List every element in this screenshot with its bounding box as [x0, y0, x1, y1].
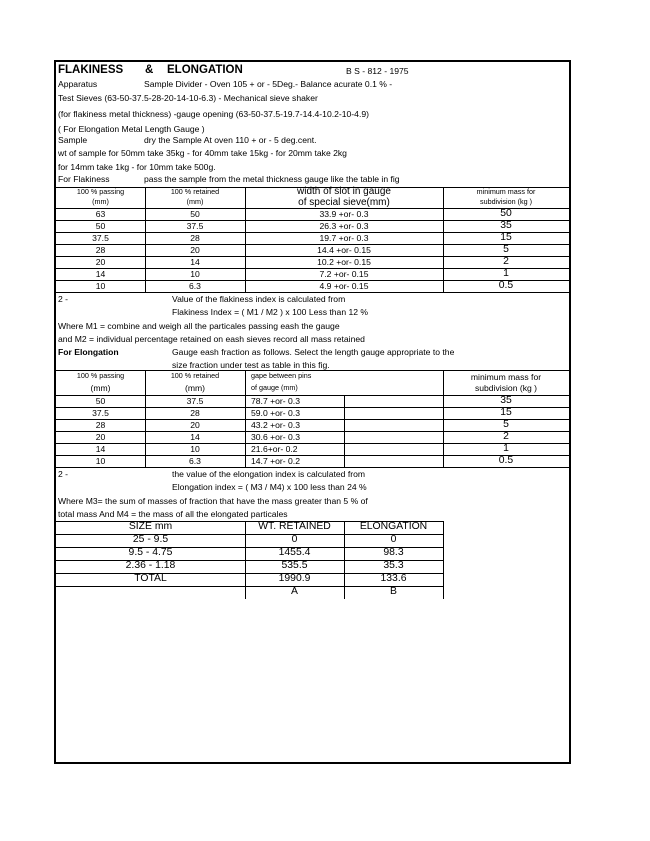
flak-header-mass: minimum mass for [476, 187, 536, 196]
intro-label-apparatus: Apparatus [58, 79, 98, 89]
flak-cell-passing: 50 [95, 221, 106, 231]
intro-line: Test Sieves (63-50-37.5-28-20-14-10-6.3) - Mechanical sieve shaker [58, 93, 318, 103]
elong-cell-mass: 15 [500, 407, 512, 418]
title-flakiness: FLAKINESS [58, 64, 124, 76]
flak-header-retained-unit: (mm) [186, 197, 204, 206]
elong-header-passing: 100 % passing [76, 371, 125, 380]
elong-cell-passing: 10 [95, 456, 106, 466]
elong-cell-gape: 14.7 +or- 0.2 [251, 456, 300, 466]
elong-cell-retained: 20 [190, 420, 200, 430]
intro-line: (for flakiness metal thickness) -gauge opening (63-50-37.5-19.7-14.4-10.2-10-4.9) [58, 109, 369, 119]
elong-note-line: total mass And M4 = the mass of all the elongated particales [58, 509, 288, 519]
elong-header-passing-unit: (mm) [90, 383, 111, 393]
elong-note-line: Where M3= the sum of masses of fraction that have the mass greater than 5 % of [58, 496, 368, 506]
results-cell-elong-total: 133.6 [380, 573, 407, 584]
elong-instruction-line: size fraction under test as table in this fig. [172, 360, 330, 370]
intro-label-for-flakiness: For Flakiness [58, 174, 110, 184]
flak-cell-slot: 10.2 +or- 0.15 [317, 257, 371, 267]
flak-note-line: and M2 = individual percentage retained on eash sieves record all mass retained [58, 334, 365, 344]
flak-cell-passing: 37.5 [92, 233, 109, 243]
flak-cell-retained: 6.3 [189, 281, 201, 291]
results-header-wt-retained: WT. RETAINED [258, 521, 331, 532]
intro-line: pass the sample from the metal thickness gauge like the table in fig [144, 174, 400, 184]
elong-note-formula: Elongation index = ( M3 / M4) x 100 less than 24 % [172, 482, 367, 492]
elong-cell-mass: 5 [503, 419, 509, 430]
flak-cell-passing: 14 [95, 269, 106, 279]
elong-note-number: 2 - [58, 469, 69, 479]
elong-cell-gape: 21.6+or- 0.2 [251, 444, 298, 454]
flak-cell-mass: 5 [503, 244, 509, 255]
flak-note-number: 2 - [58, 294, 69, 304]
results-cell-wt: 0 [291, 534, 298, 545]
results-cell-elong: 35.3 [383, 560, 404, 571]
flak-cell-retained: 14 [190, 257, 200, 267]
col-line [245, 370, 246, 467]
results-header-size: SIZE mm [128, 521, 173, 532]
col-line [443, 521, 444, 599]
title-elongation: ELONGATION [167, 64, 243, 76]
elong-cell-retained: 10 [190, 444, 200, 454]
flak-header-passing: 100 % passing [76, 187, 125, 196]
results-cell-elong: 98.3 [383, 547, 404, 558]
flak-header-slot-unit: of special sieve(mm) [298, 197, 390, 208]
results-cell-size: 25 - 9.5 [132, 534, 169, 545]
intro-label-sample: Sample [58, 135, 88, 145]
standard-reference: B S - 812 - 1975 [346, 66, 409, 76]
flak-header-retained: 100 % retained [170, 187, 220, 196]
elong-cell-retained: 14 [190, 432, 200, 442]
elong-note-line: the value of the elongation index is calculated from [172, 469, 366, 479]
intro-line: ( For Elongation Metal Length Gauge ) [58, 124, 205, 134]
results-cell-wt-total: 1990.9 [278, 573, 311, 584]
flak-header-slot: width of slot in gauge [297, 186, 391, 197]
flak-cell-passing: 10 [95, 281, 106, 291]
results-cell-symbol-a: A [291, 586, 298, 597]
flak-cell-retained: 28 [190, 233, 200, 243]
flak-cell-slot: 26.3 +or- 0.3 [319, 221, 369, 231]
flak-cell-slot: 7.2 +or- 0.15 [319, 269, 369, 279]
elong-cell-retained: 37.5 [186, 396, 204, 406]
title-ampersand: & [145, 64, 154, 76]
results-cell-size: 9.5 - 4.75 [128, 547, 173, 558]
elong-cell-mass: 35 [500, 395, 512, 406]
flak-cell-retained: 50 [190, 209, 200, 219]
flak-cell-mass: 0.5 [498, 280, 514, 291]
flak-cell-mass: 2 [503, 256, 509, 267]
elong-cell-retained: 6.3 [189, 456, 201, 466]
elong-header-gape: gape between pins [251, 371, 312, 380]
flak-note-formula: Flakiness Index = ( M1 / M2 ) x 100 Less than 12 % [172, 307, 369, 317]
flak-header-passing-unit: (mm) [92, 197, 109, 206]
flak-cell-slot: 19.7 +or- 0.3 [319, 233, 369, 243]
flak-cell-passing: 63 [95, 209, 106, 219]
elong-instruction-line: Gauge eash fraction as follows. Select the length gauge appropriate to the [172, 347, 455, 357]
intro-line: dry the Sample At oven 110 + or - 5 deg.cent. [144, 135, 317, 145]
flak-cell-retained: 10 [190, 269, 200, 279]
flak-cell-mass: 50 [500, 208, 512, 219]
elong-header-retained: 100 % retained [170, 371, 220, 380]
elong-cell-mass: 1 [503, 443, 509, 454]
results-cell-wt: 535.5 [281, 560, 308, 571]
flak-cell-passing: 28 [95, 245, 106, 255]
flak-cell-slot: 4.9 +or- 0.15 [319, 281, 369, 291]
elong-header-gape-unit: of gauge (mm) [251, 383, 298, 392]
datasheet [54, 60, 571, 764]
flak-cell-slot: 14.4 +or- 0.15 [317, 245, 371, 255]
elong-cell-passing: 37.5 [92, 408, 109, 418]
flak-cell-mass: 1 [503, 268, 509, 279]
intro-line: for 14mm take 1kg - for 10mm take 500g. [58, 162, 216, 172]
results-cell-symbol-b: B [390, 586, 397, 597]
elong-cell-mass: 2 [503, 431, 509, 442]
flak-cell-mass: 15 [500, 232, 512, 243]
elong-cell-passing: 28 [95, 420, 106, 430]
elong-cell-gape: 78.7 +or- 0.3 [251, 396, 300, 406]
flak-note-line: Where M1 = combine and weigh all the particales passing eash the gauge [58, 321, 340, 331]
flak-header-mass-unit: subdivision (kg ) [480, 197, 532, 206]
elong-header-retained-unit: (mm) [184, 383, 206, 393]
col-line [344, 395, 345, 467]
elong-cell-gape: 43.2 +or- 0.3 [251, 420, 300, 430]
elong-cell-mass: 0.5 [498, 455, 514, 466]
elong-cell-passing: 14 [95, 444, 106, 454]
results-header-elongation: ELONGATION [359, 521, 428, 532]
results-cell-total-label: TOTAL [134, 573, 167, 584]
intro-line: Sample Divider - Oven 105 + or - 5Deg.- Balance acurate 0.1 % - [144, 79, 393, 89]
flak-cell-passing: 20 [95, 257, 106, 267]
results-cell-elong: 0 [390, 534, 397, 545]
intro-line: wt of sample for 50mm take 35kg - for 40mm take 15kg - for 20mm take 2kg [58, 148, 347, 158]
flak-cell-retained: 20 [190, 245, 200, 255]
elong-cell-retained: 28 [190, 408, 200, 418]
elong-header-mass-unit: subdivision (kg ) [474, 383, 538, 393]
flak-note-line: Value of the flakiness index is calculated from [172, 294, 346, 304]
elong-header-mass: minimum mass for [470, 372, 542, 382]
flak-cell-retained: 37.5 [186, 221, 204, 231]
elong-cell-gape: 30.6 +or- 0.3 [251, 432, 300, 442]
flak-cell-mass: 35 [500, 220, 512, 231]
flak-cell-slot: 33.9 +or- 0.3 [319, 209, 369, 219]
for-elongation-label: For Elongation [58, 347, 119, 357]
elong-cell-passing: 20 [95, 432, 106, 442]
elong-cell-gape: 59.0 +or- 0.3 [251, 408, 300, 418]
results-cell-size: 2.36 - 1.18 [125, 560, 176, 571]
results-cell-wt: 1455.4 [278, 547, 311, 558]
elong-cell-passing: 50 [95, 396, 106, 406]
